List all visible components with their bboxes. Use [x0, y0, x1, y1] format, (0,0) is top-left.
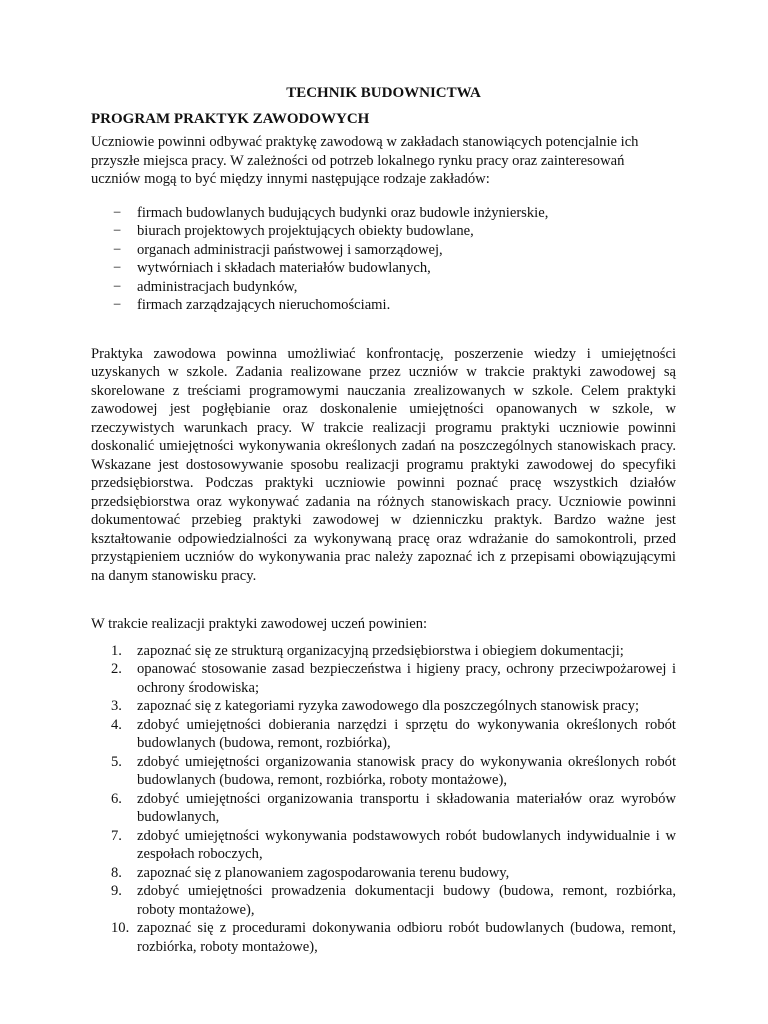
- item-number: 7.: [111, 827, 122, 844]
- dash-marker: −: [113, 241, 122, 258]
- dash-marker: −: [113, 278, 122, 295]
- list-item-text: administracjach budynków,: [137, 278, 298, 295]
- document-subtitle: PROGRAM PRAKTYK ZAWODOWYCH: [91, 111, 370, 127]
- list-item: [91, 204, 676, 223]
- list-item-text: firmach zarządzających nieruchomościami.: [137, 297, 391, 313]
- list-item-text: zapoznać się ze strukturą organizacyjną przedsiębiorstwa i obiegiem dokumentacji;: [137, 642, 624, 659]
- list-item-text: zapoznać się z kategoriami ryzyka zawodowego dla poszczególnych stanowisk pracy;: [137, 698, 640, 714]
- item-number: 6.: [111, 790, 122, 807]
- item-number: 8.: [111, 864, 122, 881]
- list-item: [91, 753, 676, 790]
- item-number: 9.: [111, 883, 122, 899]
- list-item: [91, 241, 676, 260]
- item-number: 4.: [111, 716, 122, 733]
- list-item: [91, 864, 676, 883]
- list-item: [91, 827, 676, 864]
- list-item: [91, 660, 676, 697]
- dash-marker: −: [113, 260, 122, 276]
- list-item: [91, 642, 676, 661]
- tasks-list: [91, 642, 676, 957]
- dash-marker: −: [113, 204, 122, 221]
- list-item-text: biurach projektowych projektujących obiekty budowlane,: [137, 223, 474, 239]
- list-item: [91, 919, 676, 956]
- list-item-text: zdobyć umiejętności organizowania stanowisk pracy do wykonywania określonych robót budowlanych (budowa, remont, rozbiórka, roboty montażowe),: [137, 753, 676, 788]
- item-number: 3.: [111, 698, 122, 714]
- list-item-text: opanować stosowanie zasad bezpieczeństwa i higieny pracy, ochrony przeciwpożarowej i ochrony środowiska;: [137, 661, 676, 696]
- list-item-text: firmach budowlanych budujących budynki oraz budowle inżynierskie,: [137, 204, 549, 221]
- dash-marker: −: [113, 297, 122, 313]
- dash-marker: −: [113, 223, 122, 239]
- list-item: [91, 790, 676, 827]
- tasks-lead: W trakcie realizacji praktyki zawodowej uczeń powinien:: [91, 616, 428, 632]
- list-item-text: organach administracji państwowej i samorządowej,: [137, 241, 443, 258]
- list-item: [91, 882, 676, 919]
- list-item: [91, 222, 676, 241]
- list-item-text: zdobyć umiejętności dobierania narzędzi i sprzętu do wykonywania określonych robót budowlanych (budowa, remont, rozbiórka),: [137, 716, 676, 751]
- list-item: [91, 716, 676, 753]
- document-title: TECHNIK BUDOWNICTWA: [286, 85, 481, 101]
- item-number: 1.: [111, 642, 122, 659]
- body-paragraph: Praktyka zawodowa powinna umożliwiać konfrontację, poszerzenie wiedzy i umiejętności uzyskanych w szkole. Zadania realizowane przez uczniów w trakcie praktyki zawodowej są skorelowane z treściami programowymi nauczania zrealizowanych w szkole. Celem praktyki zawodowej jest pogłębianie oraz doskonalenie umiejętności opanowanych w szkole, w rzeczywistych warunkach pracy. W trakcie realizacji programu praktyki uczniowie powinni doskonalić umiejętności wykonywania określonych zadań na poszczególnych stanowiskach pracy. Wskazane jest dostosowywanie sposobu realizacji programu praktyki zawodowej do specyfiki przedsiębiorstwa. Podczas praktyki uczniowie powinni poznać pracę wszystkich działów przedsiębiorstwa oraz wykonywać zadania na różnych stanowiskach pracy. Uczniowie powinni dokumentować przebieg praktyki zawodowej w dzienniczku praktyk. Bardzo ważne jest kształtowanie odpowiedzialności za wykonywaną pracę oraz wdrażanie do samokontroli, przed przystąpieniem uczniów do wykonywania prac należy zapoznać ich z przepisami obowiązującymi na danym stanowisku pracy.: [91, 345, 676, 584]
- intro-paragraph: Uczniowie powinni odbywać praktykę zawodową w zakładach stanowiących potencjalnie ich przyszłe miejsca pracy. W zależności od potrzeb lokalnego rynku pracy oraz zainteresowań uczniów mogą to być między innymi następujące rodzaje zakładów:: [91, 134, 639, 187]
- list-item: [91, 278, 676, 297]
- item-number: 10.: [111, 920, 130, 936]
- item-number: 2.: [111, 661, 122, 677]
- list-item-text: zdobyć umiejętności wykonywania podstawowych robót budowlanych indywidualnie i w zespołach roboczych,: [137, 827, 676, 862]
- item-number: 5.: [111, 753, 122, 770]
- document-page: [91, 83, 676, 956]
- list-item-text: zdobyć umiejętności prowadzenia dokumentacji budowy (budowa, remont, rozbiórka, roboty montażowe),: [137, 883, 676, 918]
- list-item: [91, 296, 676, 315]
- list-item-text: zapoznać się z planowaniem zagospodarowania terenu budowy,: [137, 864, 510, 881]
- list-item: [91, 697, 676, 716]
- list-item: [91, 259, 676, 278]
- workplace-list: [91, 204, 676, 315]
- list-item-text: zdobyć umiejętności organizowania transportu i składowania materiałów oraz wyrobów budowlanych,: [137, 790, 676, 825]
- list-item-text: zapoznać się z procedurami dokonywania odbioru robót budowlanych (budowa, remont, rozbiórka, roboty montażowe),: [137, 920, 676, 955]
- list-item-text: wytwórniach i składach materiałów budowlanych,: [137, 260, 431, 276]
